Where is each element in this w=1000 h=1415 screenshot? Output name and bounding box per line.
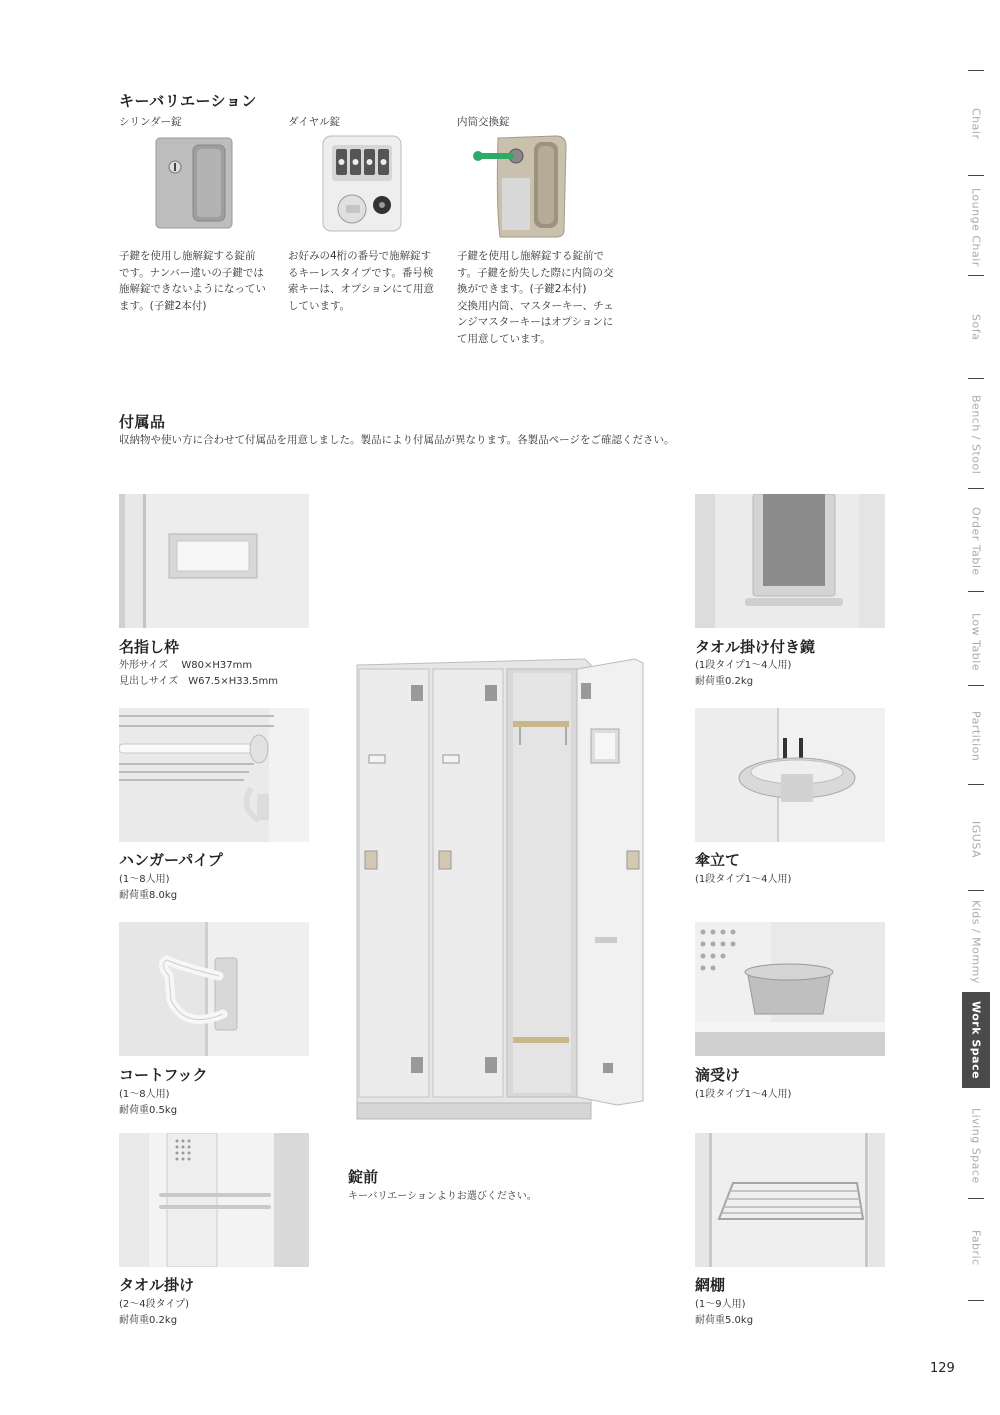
lock-title: 錠前 xyxy=(348,1168,379,1186)
accessories-description: 収納物や使い方に合わせて付属品を用意しました。製品により付属品が異なります。各製品ページをご確認ください。 xyxy=(119,434,675,446)
side-nav-item-bench-stool[interactable]: Bench / Stool xyxy=(969,395,983,475)
side-nav-item-order-table[interactable]: Order Table xyxy=(969,506,983,576)
side-nav-divider xyxy=(968,378,984,379)
cylinder-lock-description: 子鍵を使用し施解錠する錠前 です。ナンバー違いの子鍵では 施解錠できないようになってい ます。(子鍵2本付) xyxy=(119,250,266,312)
side-nav-divider xyxy=(968,488,984,489)
cylinder-lock-image xyxy=(155,137,233,229)
side-nav-divider xyxy=(968,784,984,785)
page-number: 129 xyxy=(930,1361,955,1376)
mirror-with-towel-bar-image xyxy=(695,494,885,628)
side-nav-item-chair[interactable]: Chair xyxy=(969,108,983,140)
towel-rack-image xyxy=(119,1133,309,1267)
side-nav-divider xyxy=(968,70,984,71)
dial-lock-image xyxy=(322,135,402,232)
side-nav-item-fabric[interactable]: Fabric xyxy=(969,1230,983,1266)
drip-tray-title: 滴受け xyxy=(695,1066,741,1084)
core-lock-description: 子鍵を使用し施解錠する錠前で す。子鍵を紛失した際に内筒の交 換ができます。(子鍵2本付) 交換用内筒、マスターキー、チェ ンジマスターキーはオプションに て用意しています。 xyxy=(457,250,614,345)
side-nav-item-work-space[interactable]: Work Space xyxy=(962,992,990,1088)
mirror-spec: (1段タイプ1〜4人用) 耐荷重0.2kg xyxy=(695,660,792,687)
side-nav-item-lounge-chair[interactable]: Lounge Chair xyxy=(969,187,983,267)
side-nav-item-kids-mommy[interactable]: Kids / Mommy xyxy=(969,900,983,984)
side-nav-item-low-table[interactable]: Low Table xyxy=(969,612,983,672)
hanger-pipe-spec: (1〜8人用) 耐荷重8.0kg xyxy=(119,874,178,901)
dial-lock-description: お好みの4桁の番号で施解錠す るキーレスタイプです。番号検 索キーは、オプションにて用意 しています。 xyxy=(288,250,435,312)
towel-rack-title: タオル掛け xyxy=(119,1276,195,1294)
coat-hook-image xyxy=(119,922,309,1056)
umbrella-stand-spec: (1段タイプ1〜4人用) xyxy=(695,874,792,885)
umbrella-stand-title: 傘立て xyxy=(695,851,741,869)
key-variation-title: キーバリエーション xyxy=(119,92,257,110)
name-plate-frame-image xyxy=(119,494,309,628)
locker-image xyxy=(355,655,645,1125)
drip-tray-spec: (1段タイプ1〜4人用) xyxy=(695,1089,792,1100)
side-nav-divider xyxy=(968,1198,984,1199)
cylinder-lock-label: シリンダー錠 xyxy=(119,116,182,128)
wire-shelf-spec: (1〜9人用) 耐荷重5.0kg xyxy=(695,1299,754,1326)
accessories-title: 付属品 xyxy=(119,413,166,431)
core-lock-image xyxy=(470,134,570,239)
hanger-pipe-title: ハンガーパイプ xyxy=(119,851,223,869)
side-nav-divider xyxy=(968,175,984,176)
name-plate-frame-title: 名指し枠 xyxy=(119,638,180,656)
wire-shelf-image xyxy=(695,1133,885,1267)
side-nav-divider xyxy=(968,275,984,276)
side-nav-item-sofa[interactable]: Sofa xyxy=(969,313,983,341)
coat-hook-title: コートフック xyxy=(119,1066,208,1084)
side-nav-divider xyxy=(968,685,984,686)
wire-shelf-title: 網棚 xyxy=(695,1276,726,1294)
name-plate-frame-spec: 外形サイズ W80×H37mm 見出しサイズ W67.5×H33.5mm xyxy=(119,660,278,687)
side-nav-item-igusa[interactable]: IGUSA xyxy=(969,821,983,859)
side-nav-divider xyxy=(968,591,984,592)
core-lock-label: 内筒交換錠 xyxy=(457,116,510,128)
umbrella-stand-image xyxy=(695,708,885,842)
drip-tray-image xyxy=(695,922,885,1056)
side-nav-divider xyxy=(968,1300,984,1301)
mirror-title: タオル掛け付き鏡 xyxy=(695,638,816,656)
lock-spec: キーバリエーションよりお選びください。 xyxy=(348,1191,537,1202)
side-nav-divider xyxy=(968,890,984,891)
dial-lock-label: ダイヤル錠 xyxy=(288,116,341,128)
side-nav-item-partition[interactable]: Partition xyxy=(969,710,983,762)
side-nav-item-living-space[interactable]: Living Space xyxy=(969,1108,983,1184)
towel-rack-spec: (2〜4段タイプ) 耐荷重0.2kg xyxy=(119,1299,190,1326)
coat-hook-spec: (1〜8人用) 耐荷重0.5kg xyxy=(119,1089,178,1116)
hanger-pipe-image xyxy=(119,708,309,842)
